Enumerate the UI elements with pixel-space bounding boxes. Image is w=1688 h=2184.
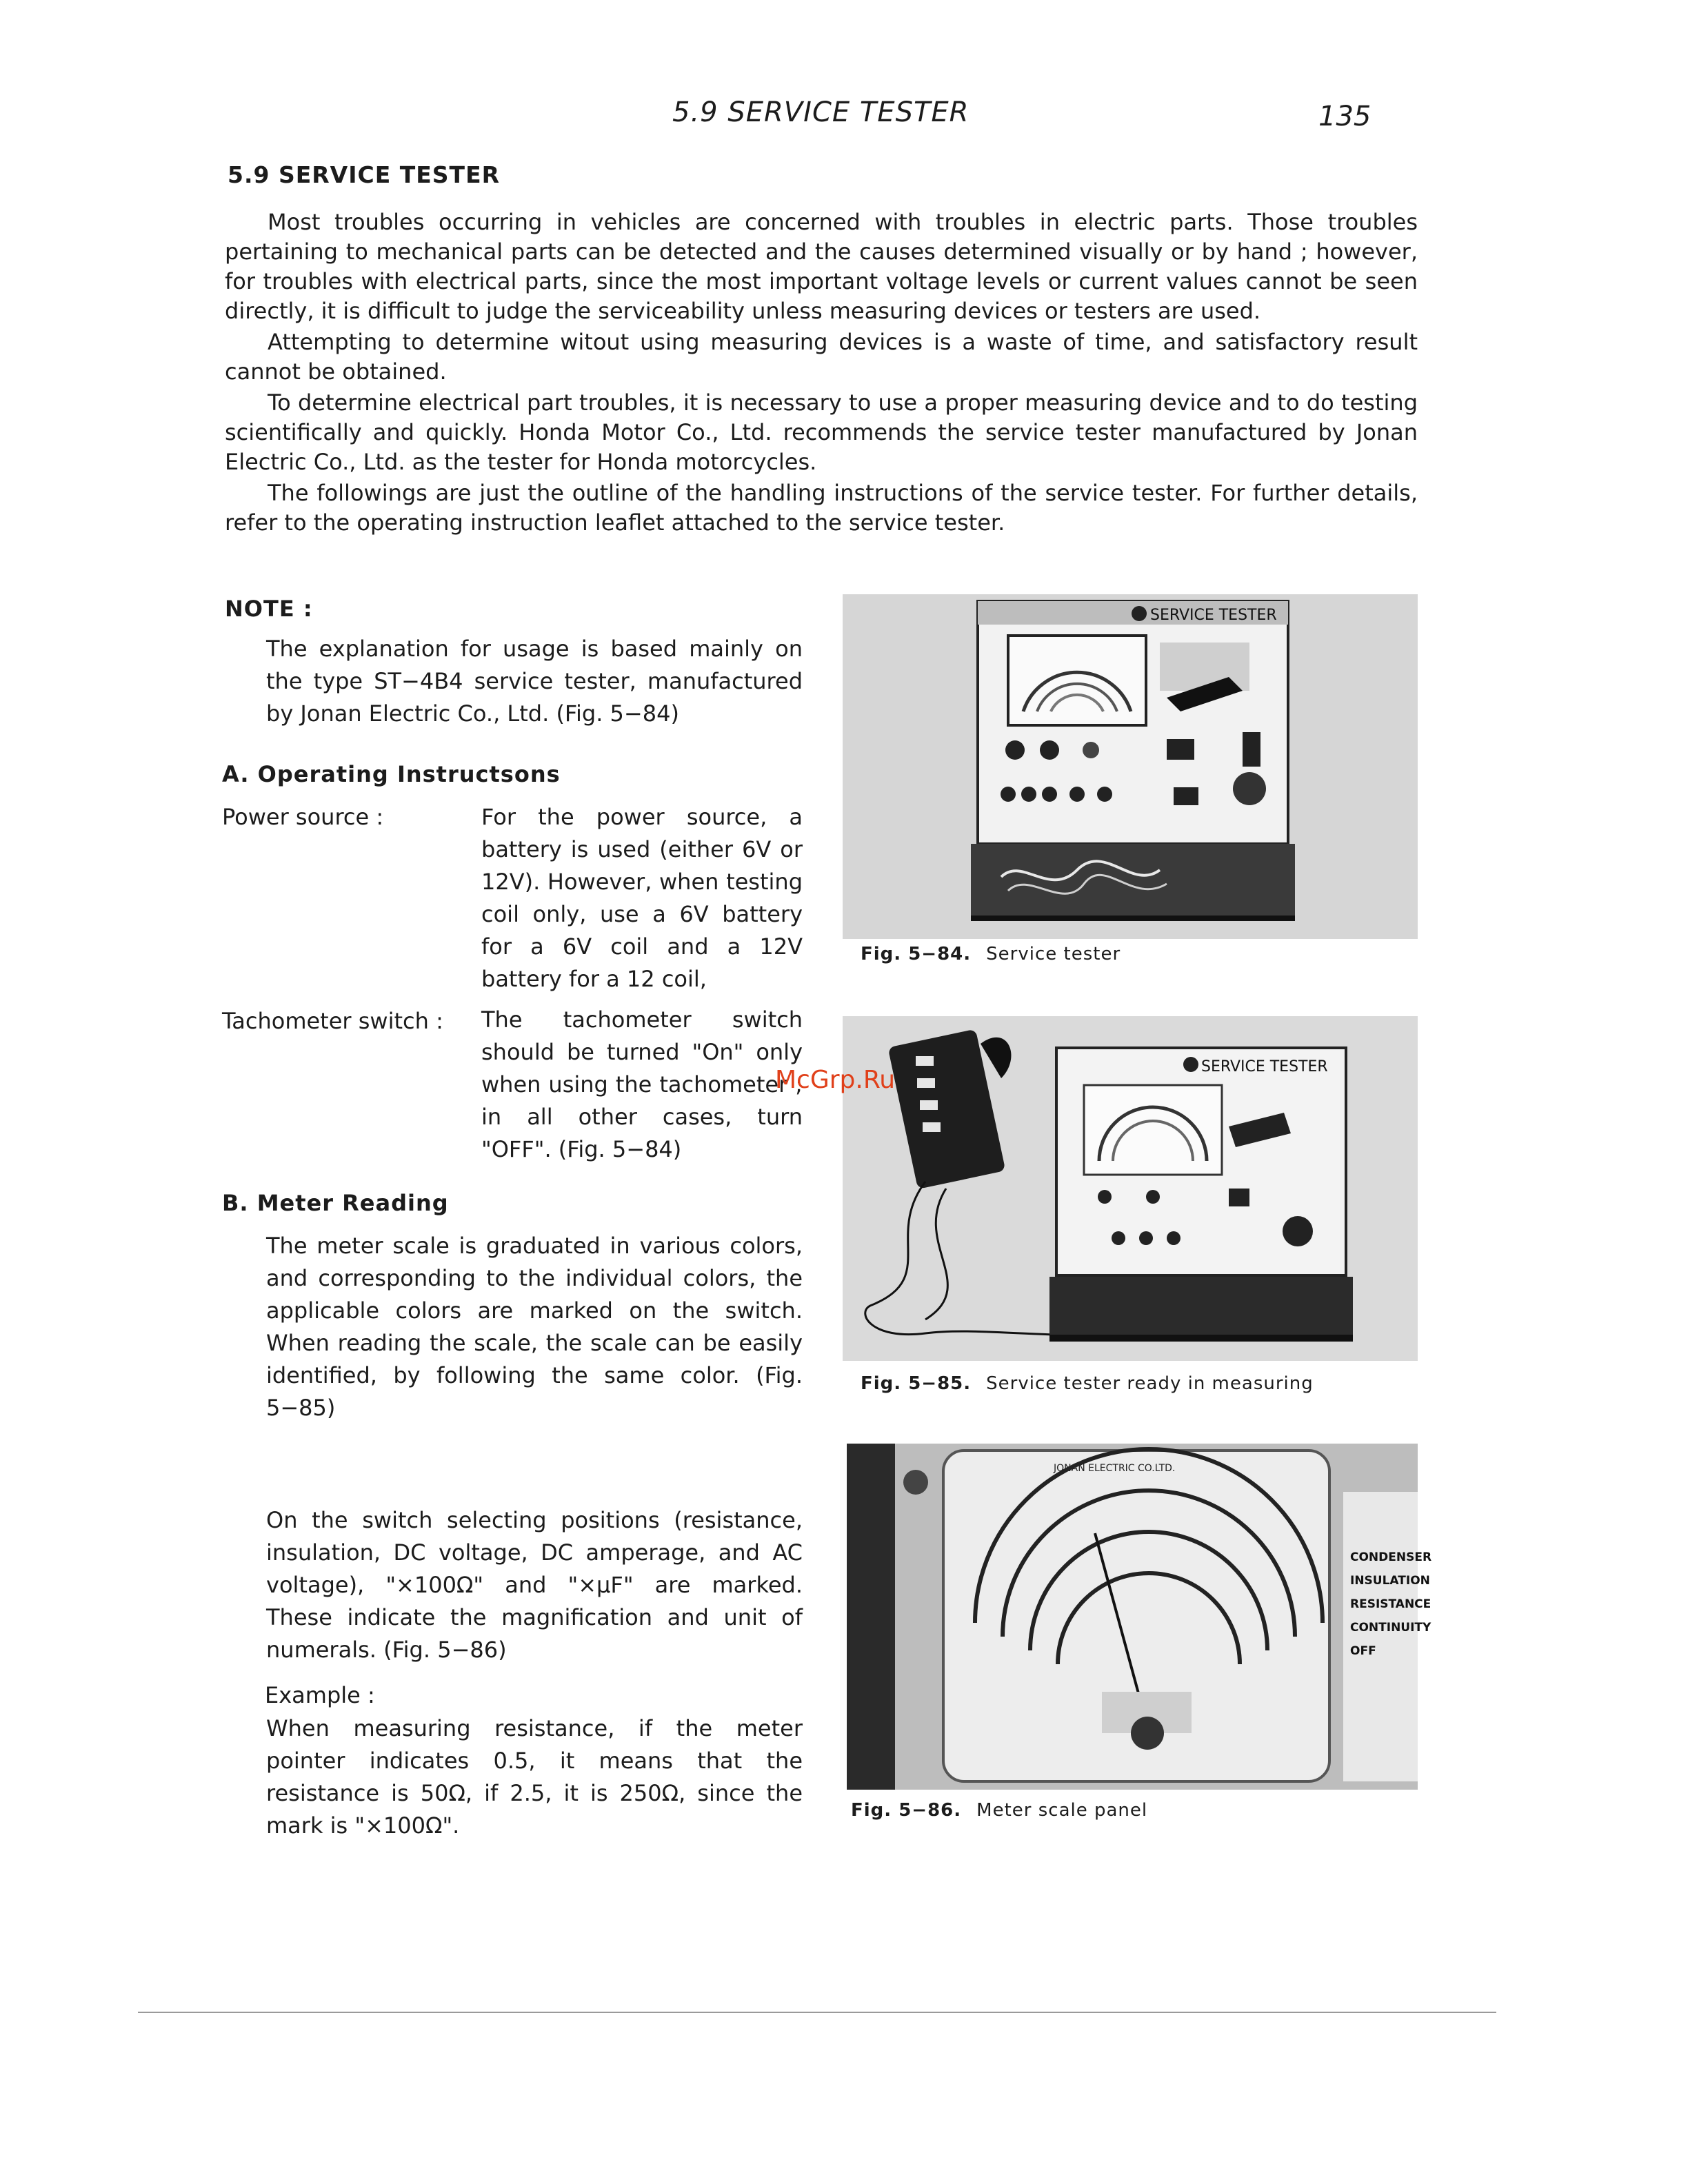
figure-caption-text: Service tester ready in measuring bbox=[986, 1373, 1314, 1394]
figure-5-86-caption bbox=[851, 1800, 1147, 1821]
section-a-title: A. Operating Instructsons bbox=[222, 761, 561, 787]
figure-caption-text: Service tester bbox=[986, 944, 1121, 964]
figure-5-84-caption bbox=[861, 944, 1121, 964]
figure-number: Fig. 5−85. bbox=[861, 1373, 972, 1394]
section-title: 5.9 SERVICE TESTER bbox=[228, 161, 501, 188]
page-bottom-rule bbox=[138, 2012, 1496, 2013]
switch-label-resistance: RESISTANCE bbox=[1350, 1597, 1431, 1611]
figure-5-86-photo bbox=[847, 1444, 1432, 1790]
page-number: 135 bbox=[1318, 101, 1372, 132]
running-header: 5.9 SERVICE TESTER bbox=[672, 97, 969, 128]
intro-paragraph: To determine electrical part troubles, it is necessary to use a proper measuring device and to do testing scientifically and quickly. Honda Motor Co., Ltd. recommends the service tester manufactured by Jonan Electric Co., Ltd. as the tester for Honda motorcycles. bbox=[225, 390, 1418, 475]
switch-label-off: OFF bbox=[1350, 1644, 1376, 1658]
note-label: NOTE : bbox=[225, 596, 313, 622]
figure-number: Fig. 5−86. bbox=[851, 1800, 962, 1821]
service-tester-illustration bbox=[843, 594, 1418, 939]
definition-power-source: For the power source, a battery is used (either 6V or 12V). However, when testing coil only, use a 6V battery for a 6V coil and a 12V battery for a 12 coil, bbox=[481, 804, 803, 992]
switch-paragraph: On the switch selecting positions (resistance, insulation, DC voltage, DC amperage, and AC voltage), "×100Ω" and "×μF" are marked. These indicate the magnification and unit of numerals. (Fig. 5−86) bbox=[266, 1507, 803, 1663]
intro-text bbox=[225, 208, 1418, 538]
section-b-title: B. Meter Reading bbox=[222, 1190, 449, 1216]
maker-label: JONAN ELECTRIC CO.LTD. bbox=[1054, 1463, 1176, 1474]
watermark: McGrp.Ru bbox=[775, 1066, 896, 1094]
intro-paragraph: Most troubles occurring in vehicles are concerned with troubles in electric parts. Those troubles pertaining to mechanical parts can be detected and the causes determined visually or by hand ; however, for troubles with electrical parts, since the most important voltage levels or current values cannot be seen directly, it is difficult to judge the serviceability unless measuring devices or testers are used. bbox=[225, 209, 1418, 324]
term-power-source: Power source : bbox=[222, 804, 384, 830]
figure-5-85-photo bbox=[843, 1016, 1418, 1361]
definition-tachometer-switch: The tachometer switch should be turned "On" only when using the tachometer ; in all other cases, turn "OFF". (Fig. 5−84) bbox=[481, 1007, 803, 1162]
term-tachometer-switch: Tachometer switch : bbox=[222, 1008, 443, 1034]
panel-title: SERVICE TESTER bbox=[1201, 1058, 1328, 1075]
intro-paragraph: The followings are just the outline of the handling instructions of the service tester. For further details, refer to the operating instruction leaflet attached to the service tester. bbox=[225, 480, 1418, 536]
switch-label-continuity: CONTINUITY bbox=[1350, 1621, 1431, 1635]
panel-title: SERVICE TESTER bbox=[1150, 607, 1277, 624]
figure-5-85-caption bbox=[861, 1373, 1314, 1394]
meter-scale-panel-illustration bbox=[847, 1444, 1432, 1790]
example-label: Example : bbox=[265, 1682, 375, 1708]
figure-number: Fig. 5−84. bbox=[861, 944, 972, 964]
section-b-text: The meter scale is graduated in various colors, and corresponding to the individual colors, the applicable colors are marked on the switch. When reading the scale, the scale can be easily identified, by following the same color. (Fig. 5−85) bbox=[266, 1233, 803, 1421]
figure-5-84-photo bbox=[843, 594, 1418, 939]
switch-label-insulation: INSULATION bbox=[1350, 1574, 1430, 1588]
switch-label-condenser: CONDENSER bbox=[1350, 1550, 1432, 1564]
note-text: The explanation for usage is based mainly on the type ST−4B4 service tester, manufactured by Jonan Electric Co., Ltd. (Fig. 5−84) bbox=[266, 636, 803, 727]
example-text: When measuring resistance, if the meter pointer indicates 0.5, it means that the resistance is 50Ω, if 2.5, it is 250Ω, since the mark is "×100Ω". bbox=[266, 1715, 803, 1839]
figure-caption-text: Meter scale panel bbox=[976, 1800, 1148, 1821]
service-tester-measuring-illustration bbox=[843, 1016, 1418, 1361]
intro-paragraph: Attempting to determine witout using measuring devices is a waste of time, and satisfactory result cannot be obtained. bbox=[225, 329, 1418, 385]
